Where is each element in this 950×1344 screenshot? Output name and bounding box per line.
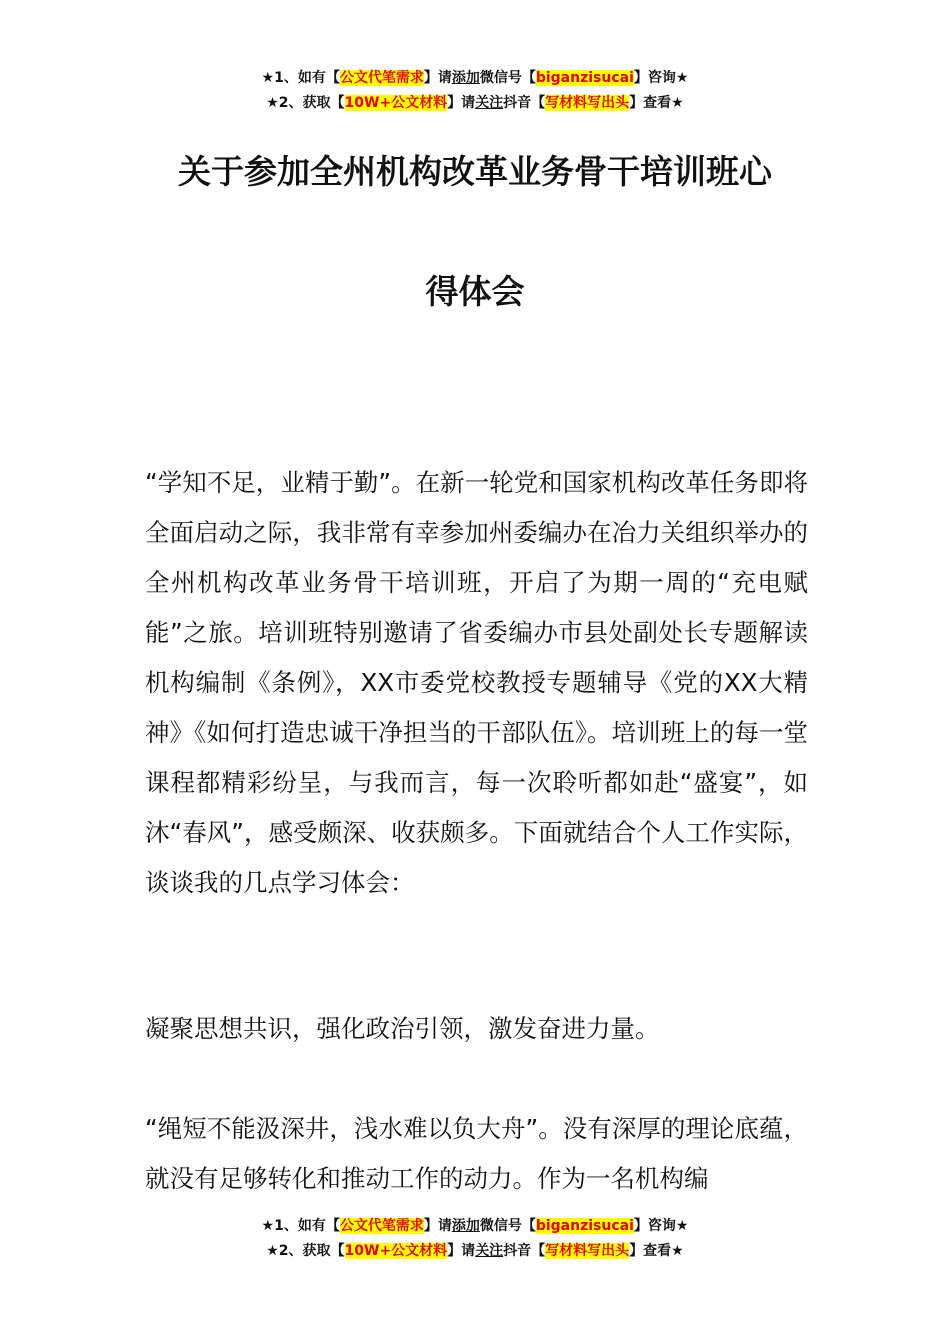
banner-text: 】咨询★ [633,70,689,86]
banner-text: 微信号【 [479,1218,536,1234]
banner-underline: 添加 [451,70,480,86]
banner-underline: 添加 [451,1218,480,1234]
banner-text: ★1、如有【 [261,1218,340,1234]
banner-text: 】请 [423,70,452,86]
banner-text: ★2、获取【 [266,95,345,111]
banner-text: 】咨询★ [633,1218,689,1234]
banner-text: 】请 [447,1243,476,1259]
banner-underline: 关注 [475,1243,504,1259]
banner-text: ★2、获取【 [266,1243,345,1259]
banner-underline: 关注 [475,95,504,111]
banner-line-2 [0,91,950,116]
banner-highlight: 写材料写出头 [545,95,630,111]
section-heading-paragraph: 凝聚思想共识，强化政治引领，激发奋进力量。 [145,1014,660,1043]
document-title-line-1: 关于参加全州机构改革业务骨干培训班心 [178,152,772,191]
banner-highlight: 写材料写出头 [545,1243,630,1259]
header-banner [0,66,950,116]
body-paragraph: “绳短不能汲深井，浅水难以负大舟”。没有深厚的理论底蕴，就没有足够转化和推动工作的动力。作为一名机构编 [145,1114,808,1193]
footer-banner [0,1214,950,1264]
banner-line-1 [0,1214,950,1239]
banner-text: 】请 [423,1218,452,1234]
banner-highlight: 公文代笔需求 [339,70,424,86]
banner-line-1 [0,66,950,91]
banner-highlight: 10W+公文材料 [344,95,448,111]
banner-text: 】查看★ [629,1243,684,1259]
banner-highlight: 10W+公文材料 [344,1243,448,1259]
banner-highlight: biganzisucai [535,1218,634,1234]
banner-text: 】查看★ [629,95,684,111]
banner-line-2 [0,1239,950,1264]
banner-text: 抖音【 [503,1243,546,1259]
banner-highlight: 公文代笔需求 [339,1218,424,1234]
intro-paragraph: “学知不足，业精于勤”。在新一轮党和国家机构改革任务即将全面启动之际，我非常有幸参加州委编办在冶力关组织举办的全州机构改革业务骨干培训班，开启了为期一周的“充电赋能”之旅。培训班特别邀请了省委编办市县处副处长专题解读机构编制《条例》，XX市委党校教授专题辅导《党的XX大精神》《如何打造忠诚干净担当的干部队伍》。培训班上的每一堂课程都精彩纷呈，与我而言，每一次聆听都如赴“盛宴”，如沐“春风”，感受颇深、收获颇多。下面就结合个人工作实际，谈谈我的几点学习体会： [145,468,808,897]
banner-highlight: biganzisucai [535,70,634,86]
banner-text: ★1、如有【 [261,70,340,86]
banner-text: 抖音【 [503,95,546,111]
banner-text: 微信号【 [479,70,536,86]
document-title-line-2: 得体会 [425,272,525,311]
banner-text: 】请 [447,95,476,111]
